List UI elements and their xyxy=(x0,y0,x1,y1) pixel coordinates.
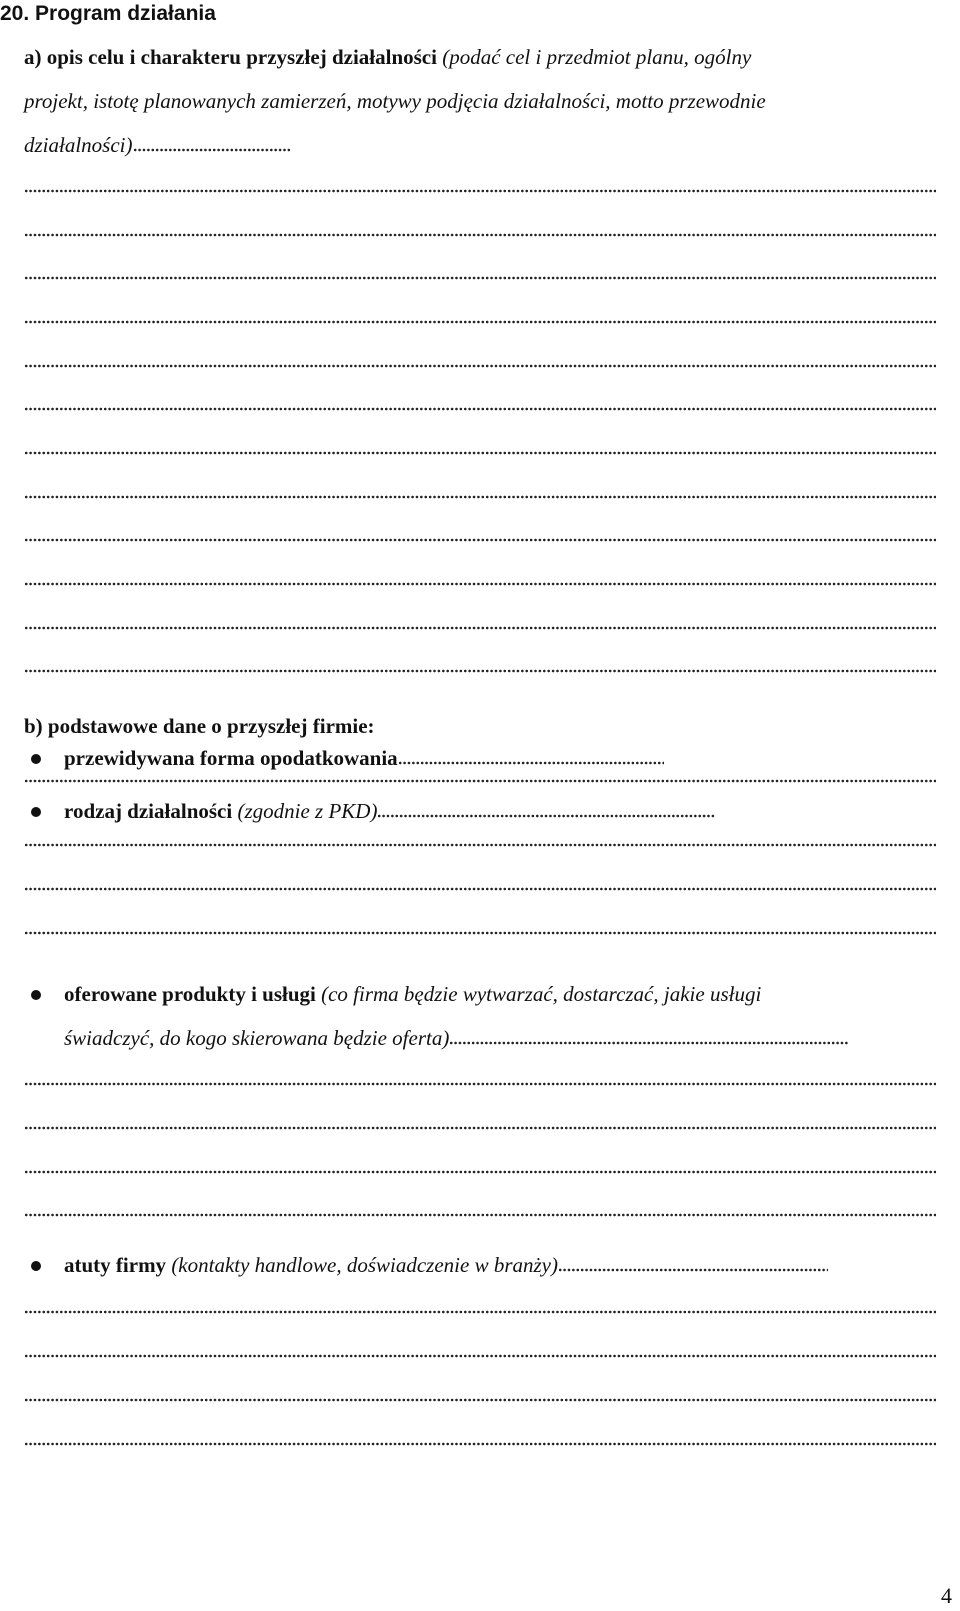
answer-line[interactable] xyxy=(24,233,936,237)
item-label: rodzaj działalności xyxy=(64,799,233,823)
part-a-hint-line3-row xyxy=(24,133,290,157)
answer-line[interactable] xyxy=(24,1170,936,1174)
bullet-icon xyxy=(31,807,41,817)
answer-line[interactable] xyxy=(24,1442,936,1446)
part-a-hint-line2: projekt, istotę planowanych zamierzeń, motywy podjęcia działalności, motto przewodnie xyxy=(24,89,766,113)
item-hint: (kontakty handlowe, doświadczenie w branży) xyxy=(171,1253,558,1277)
answer-line[interactable] xyxy=(24,1213,936,1217)
answer-line[interactable] xyxy=(24,843,936,847)
item-oferowane-produkty-cont xyxy=(64,1026,849,1050)
page-number: 4 xyxy=(941,1583,952,1608)
section-heading: 20. Program działania xyxy=(0,2,216,25)
item-fill-dots[interactable] xyxy=(449,1041,849,1045)
item-label: atuty firmy xyxy=(64,1253,167,1277)
answer-line[interactable] xyxy=(24,451,936,455)
answer-line[interactable] xyxy=(24,931,936,935)
answer-line[interactable] xyxy=(24,189,936,193)
item-atuty-firmy xyxy=(64,1253,828,1277)
item-hint-line1: (co firma będzie wytwarzać, dostarczać, jakie usługi xyxy=(321,982,762,1006)
answer-line[interactable] xyxy=(24,582,936,586)
answer-line[interactable] xyxy=(24,1398,936,1402)
answer-line[interactable] xyxy=(24,1082,936,1086)
part-a-label: a) opis celu i charakteru przyszłej działalności xyxy=(24,45,437,69)
answer-line[interactable] xyxy=(24,495,936,499)
part-a-hint-line3: działalności) xyxy=(24,133,133,157)
bullet-icon xyxy=(31,990,41,1000)
answer-line[interactable] xyxy=(24,407,936,411)
answer-line[interactable] xyxy=(24,320,936,324)
part-b-label: b) podstawowe dane o przyszłej firmie: xyxy=(24,714,375,738)
item-fill-dots[interactable] xyxy=(558,1268,828,1272)
item-label: oferowane produkty i usługi xyxy=(64,982,316,1006)
answer-line[interactable] xyxy=(24,669,936,673)
answer-line[interactable] xyxy=(24,887,936,891)
item-oferowane-produkty xyxy=(64,982,761,1006)
bullet-icon xyxy=(31,754,41,764)
item-forma-opodatkowania xyxy=(64,746,664,770)
answer-line[interactable] xyxy=(24,1310,936,1314)
part-a-fill-dots[interactable] xyxy=(133,148,290,152)
answer-line[interactable] xyxy=(24,276,936,280)
item-hint-line2: świadczyć, do kogo skierowana będzie oferta) xyxy=(64,1026,450,1050)
part-a-intro xyxy=(24,45,751,69)
item-label: przewidywana forma opodatkowania xyxy=(64,746,398,770)
answer-line[interactable] xyxy=(24,626,936,630)
answer-line[interactable] xyxy=(24,364,936,368)
answer-line[interactable] xyxy=(24,538,936,542)
answer-line[interactable] xyxy=(24,1354,936,1358)
part-a-hint-line1: (podać cel i przedmiot planu, ogólny xyxy=(442,45,752,69)
bullet-icon xyxy=(31,1261,41,1271)
item-fill-dots[interactable] xyxy=(377,814,715,818)
item-fill-dots[interactable] xyxy=(398,761,664,765)
answer-line[interactable] xyxy=(24,1126,936,1130)
answer-line[interactable] xyxy=(24,779,936,783)
item-hint: (zgodnie z PKD) xyxy=(237,799,378,823)
item-rodzaj-dzialalnosci xyxy=(64,799,715,823)
